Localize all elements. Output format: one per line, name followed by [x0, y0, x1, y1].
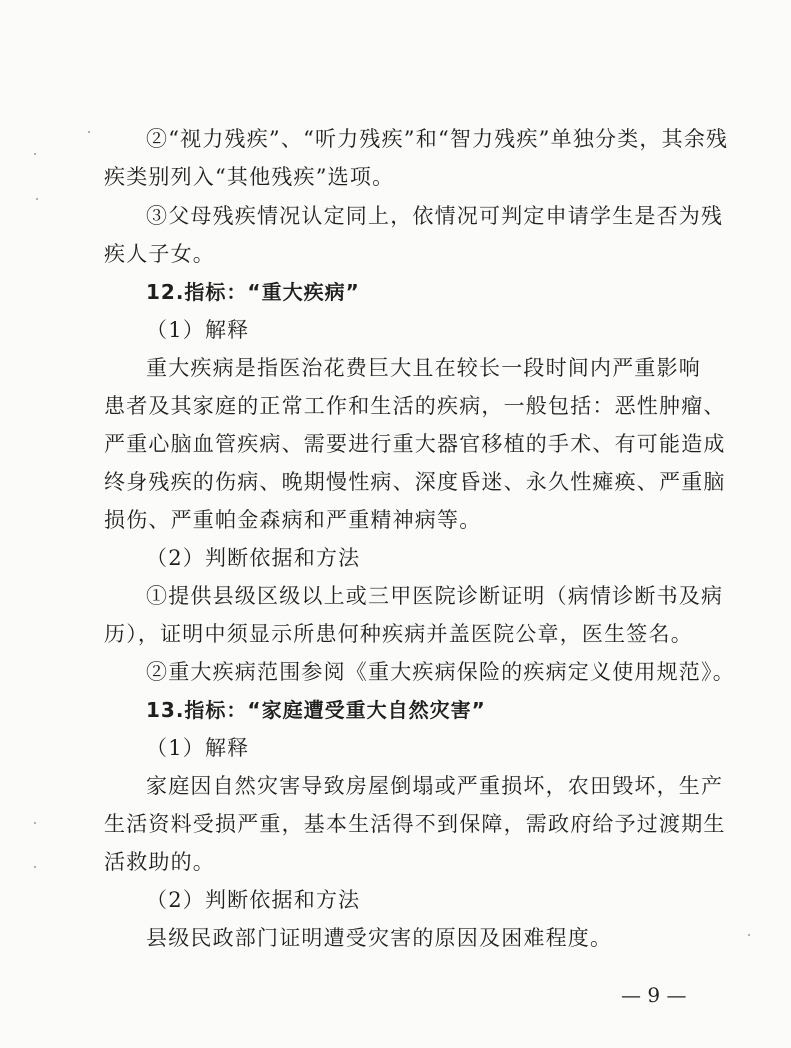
paragraph-line: 家庭因自然灾害导致房屋倒塌或严重损坏，农田毁坏，生产 — [146, 774, 724, 798]
paragraph-line: 疾人子女。 — [104, 242, 215, 266]
paragraph-line: 严重心脑血管疾病、需要进行重大器官移植的手术、有可能造成 — [104, 432, 726, 456]
subsection-heading: （1）解释 — [146, 736, 250, 760]
subsection-heading: （2）判断依据和方法 — [146, 546, 361, 570]
paragraph-line: 生活资料受损严重，基本生活得不到保障，需政府给予过渡期生 — [104, 812, 726, 836]
scan-speck — [36, 198, 38, 200]
scan-speck — [748, 934, 750, 936]
scan-speck — [34, 822, 36, 824]
paragraph-line: 损伤、严重帕金森病和严重精神病等。 — [104, 508, 482, 532]
paragraph-line: ③父母残疾情况认定同上，依情况可判定申请学生是否为残 — [146, 204, 724, 228]
paragraph-line: 重大疾病是指医治花费巨大且在较长一段时间内严重影响 — [146, 356, 701, 380]
paragraph-line: ②“视力残疾”、“听力残疾”和“智力残疾”单独分类，其余残 — [146, 127, 729, 151]
paragraph-line: ①提供县级区级以上或三甲医院诊断证明（病情诊断书及病 — [146, 584, 724, 608]
section-heading: 13.指标：“家庭遭受重大自然灾害” — [146, 698, 486, 722]
paragraph-line: 活救助的。 — [104, 850, 215, 874]
paragraph-line: 县级民政部门证明遭受灾害的原因及困难程度。 — [146, 926, 613, 950]
scan-speck — [34, 866, 36, 868]
subsection-heading: （2）判断依据和方法 — [146, 888, 361, 912]
section-heading: 12.指标：“重大疾病” — [146, 280, 360, 304]
paragraph-line: 历），证明中须显示所患何种疾病并盖医院公章，医生签名。 — [104, 622, 693, 646]
paragraph-line: 疾类别列入“其他残疾”选项。 — [104, 165, 395, 189]
subsection-heading: （1）解释 — [146, 318, 250, 342]
paragraph-line: 患者及其家庭的正常工作和生活的疾病，一般包括：恶性肿瘤、 — [104, 394, 726, 418]
scan-speck — [34, 153, 36, 155]
page-number: — 9 — — [621, 983, 687, 1007]
scan-speck — [88, 131, 90, 133]
paragraph-line: 终身残疾的伤病、晚期慢性病、深度昏迷、永久性瘫痪、严重脑 — [104, 470, 726, 494]
paragraph-line: ②重大疾病范围参阅《重大疾病保险的疾病定义使用规范》。 — [146, 660, 735, 684]
